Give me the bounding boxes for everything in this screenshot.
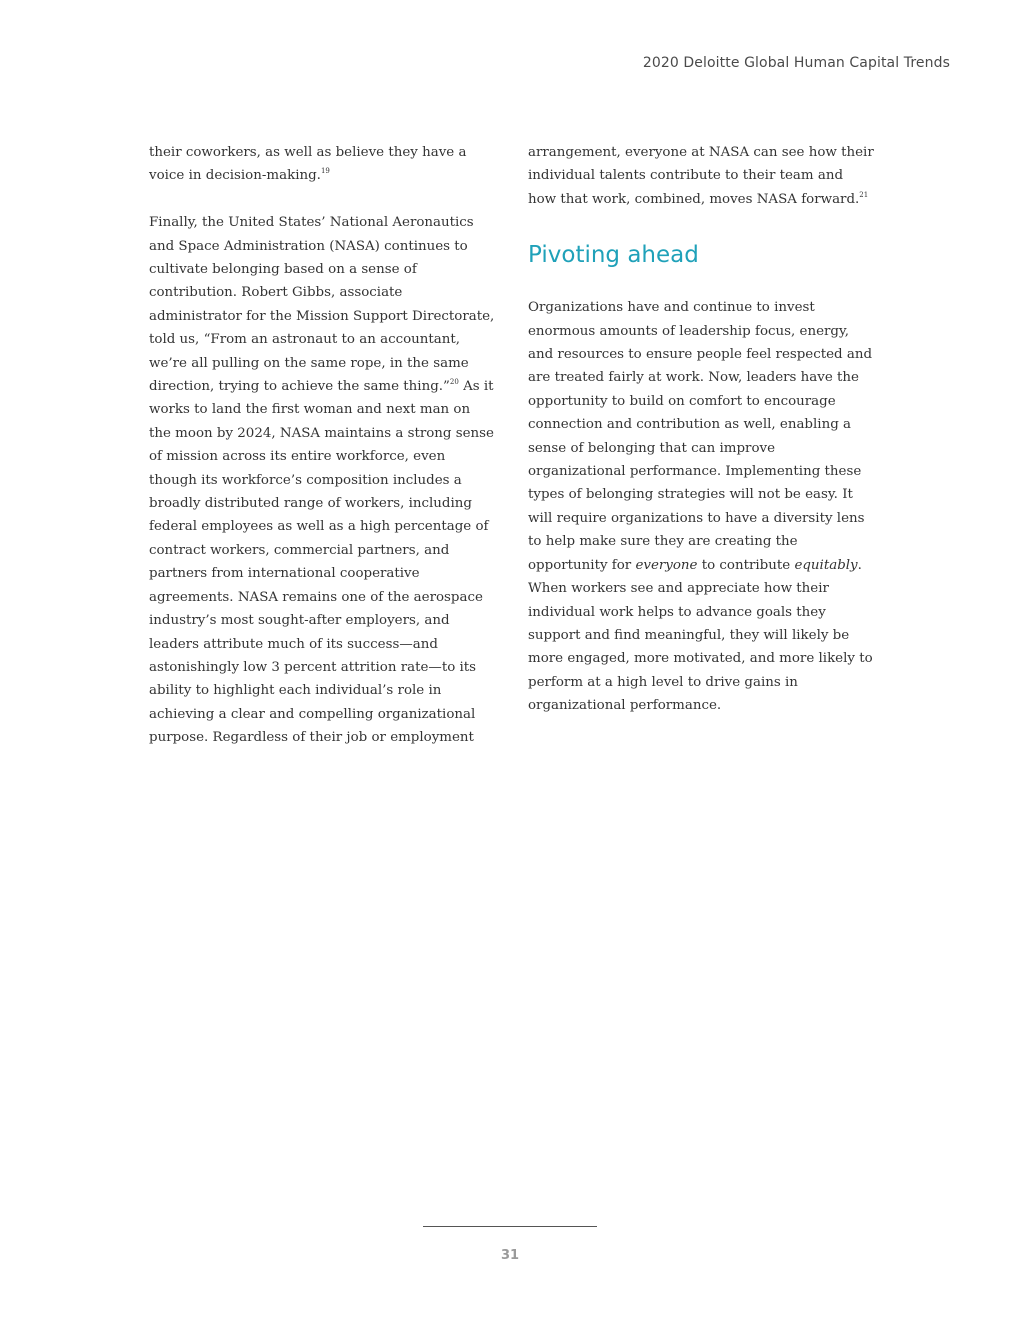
paragraph-text: Finally, the United States’ National Aeronautics and Space Administration (NASA) continues to cultivate belonging based on a sense of contribution. Robert Gibbs, associate administrator for the Mission Support Directorate, told us, “From an astronaut to an accountant, we’re all pulling on the same rope, in the same direction, trying to achieve the same thing.”	[149, 215, 495, 395]
emphasis-text: equitably	[794, 557, 858, 573]
page-number: 31	[500, 1248, 520, 1263]
right-text-column	[528, 141, 874, 718]
paragraph-text: As it works to land the first woman and next man on the moon by 2024, NASA maintains a strong sense of mission across its entire workforce, even though its workforce’s composition includes a broadly distributed range of workers, including federal employees as well as a high percentage of contract workers, commercial partners, and partners from international cooperative agreements. NASA remains one of the aerospace industry’s most sought-after employers, and leaders attribute much of its success—and astonishingly low 3 percent attrition rate—to its ability to highlight each individual’s role in achieving a clear and compelling organizational purpose. Regardless of their job or employment	[149, 379, 494, 746]
paragraph-text: their coworkers, as well as believe they have a voice in decision-making.	[149, 145, 467, 184]
left-text-column	[149, 141, 495, 750]
section-heading: Pivoting ahead	[528, 242, 699, 269]
footnote-ref: 19	[320, 167, 330, 176]
paragraph-text: Organizations have and continue to invest enormous amounts of leadership focus, energy, and resources to ensure people feel respected and are treated fairly at work. Now, leaders have the opportunity to build on comfort to encourage connection and contribution as well, enabling a sense of belonging that can improve organizational performance. Implementing these types of belonging strategies will not be easy. It will require organizations to have a diversity lens to help make sure they are creating the opportunity for	[528, 300, 873, 573]
footnote-ref: 21	[859, 190, 869, 199]
paragraph-text: to contribute	[697, 557, 795, 573]
paragraph-text: . When workers see and appreciate how their individual work helps to advance goals they support and find meaningful, they will likely be more engaged, more motivated, and more likely to perform at a high level to drive gains in organizational performance.	[528, 557, 873, 714]
paragraph	[149, 141, 495, 188]
paragraph-text: arrangement, everyone at NASA can see how their individual talents contribute to their team and how that work, combined, moves NASA forward.	[528, 145, 874, 207]
paragraph	[149, 211, 495, 749]
paragraph	[528, 296, 874, 717]
footnote-ref: 20	[449, 378, 459, 387]
emphasis-text: everyone	[635, 557, 698, 573]
paragraph	[528, 141, 874, 211]
footer-divider	[423, 1226, 597, 1227]
running-header-title: 2020 Deloitte Global Human Capital Trends	[642, 55, 950, 71]
